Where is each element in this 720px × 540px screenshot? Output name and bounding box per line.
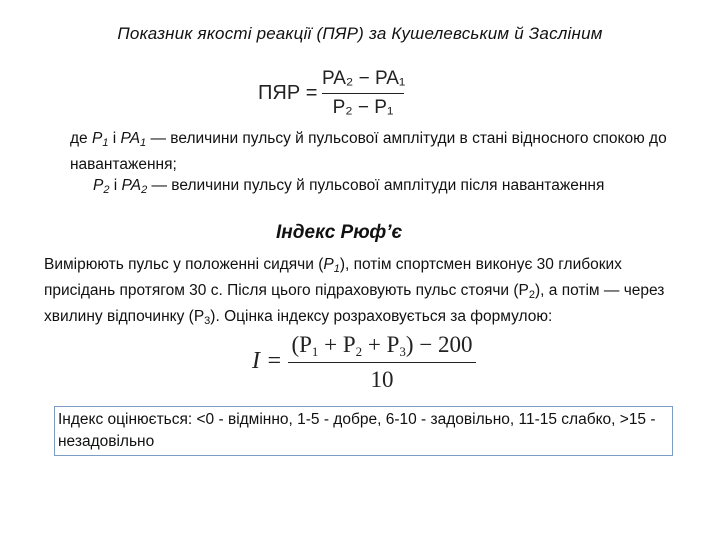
formula-fraction <box>322 66 404 121</box>
fraction-bar <box>288 362 476 363</box>
formula-numerator: PA₂ − PA₁ <box>322 68 406 89</box>
formula-denominator: 10 <box>370 367 394 392</box>
formula-numerator: (P1 + P2 + P3) − 200 <box>291 332 473 359</box>
definition-line-2: P2 і PA2 — величини пульсу й пульсової амплітуди після навантаження <box>93 177 605 196</box>
ruffier-formula <box>252 330 482 394</box>
definition-line-1: де P1 і PA1 — величини пульсу й пульсової амплітуди в стані відносного спокою до навантаження; <box>70 130 667 173</box>
formula-fraction <box>288 330 476 395</box>
page-title: Показник якості реакції (ПЯР) за Кушелевським й Засліним <box>117 24 603 43</box>
section-heading-ruffier: Індекс Рюф’є <box>276 222 403 243</box>
evaluation-box: Індекс оцінюється: <0 - відмінно, 1-5 - добре, 6-10 - задовільно, 11-15 слабко, >15 - незадовільно <box>54 406 673 456</box>
formula-denominator: P₂ − P₁ <box>332 97 394 118</box>
variable-definitions <box>70 128 690 201</box>
formula-lhs: ПЯР = <box>258 82 318 104</box>
formula-lhs: I = <box>252 348 283 374</box>
fraction-bar <box>322 93 404 94</box>
ruffier-description: Вимірюють пульс у положенні сидячи (P1), потім спортсмен виконує 30 глибоких присідань протягом 30 с. Після цього підраховують пульс стоячи $(P_2)$, а потім — через хвилину відпочинку $(P_3)$. Оцінка індексу розраховується за формулою: <box>44 256 665 327</box>
